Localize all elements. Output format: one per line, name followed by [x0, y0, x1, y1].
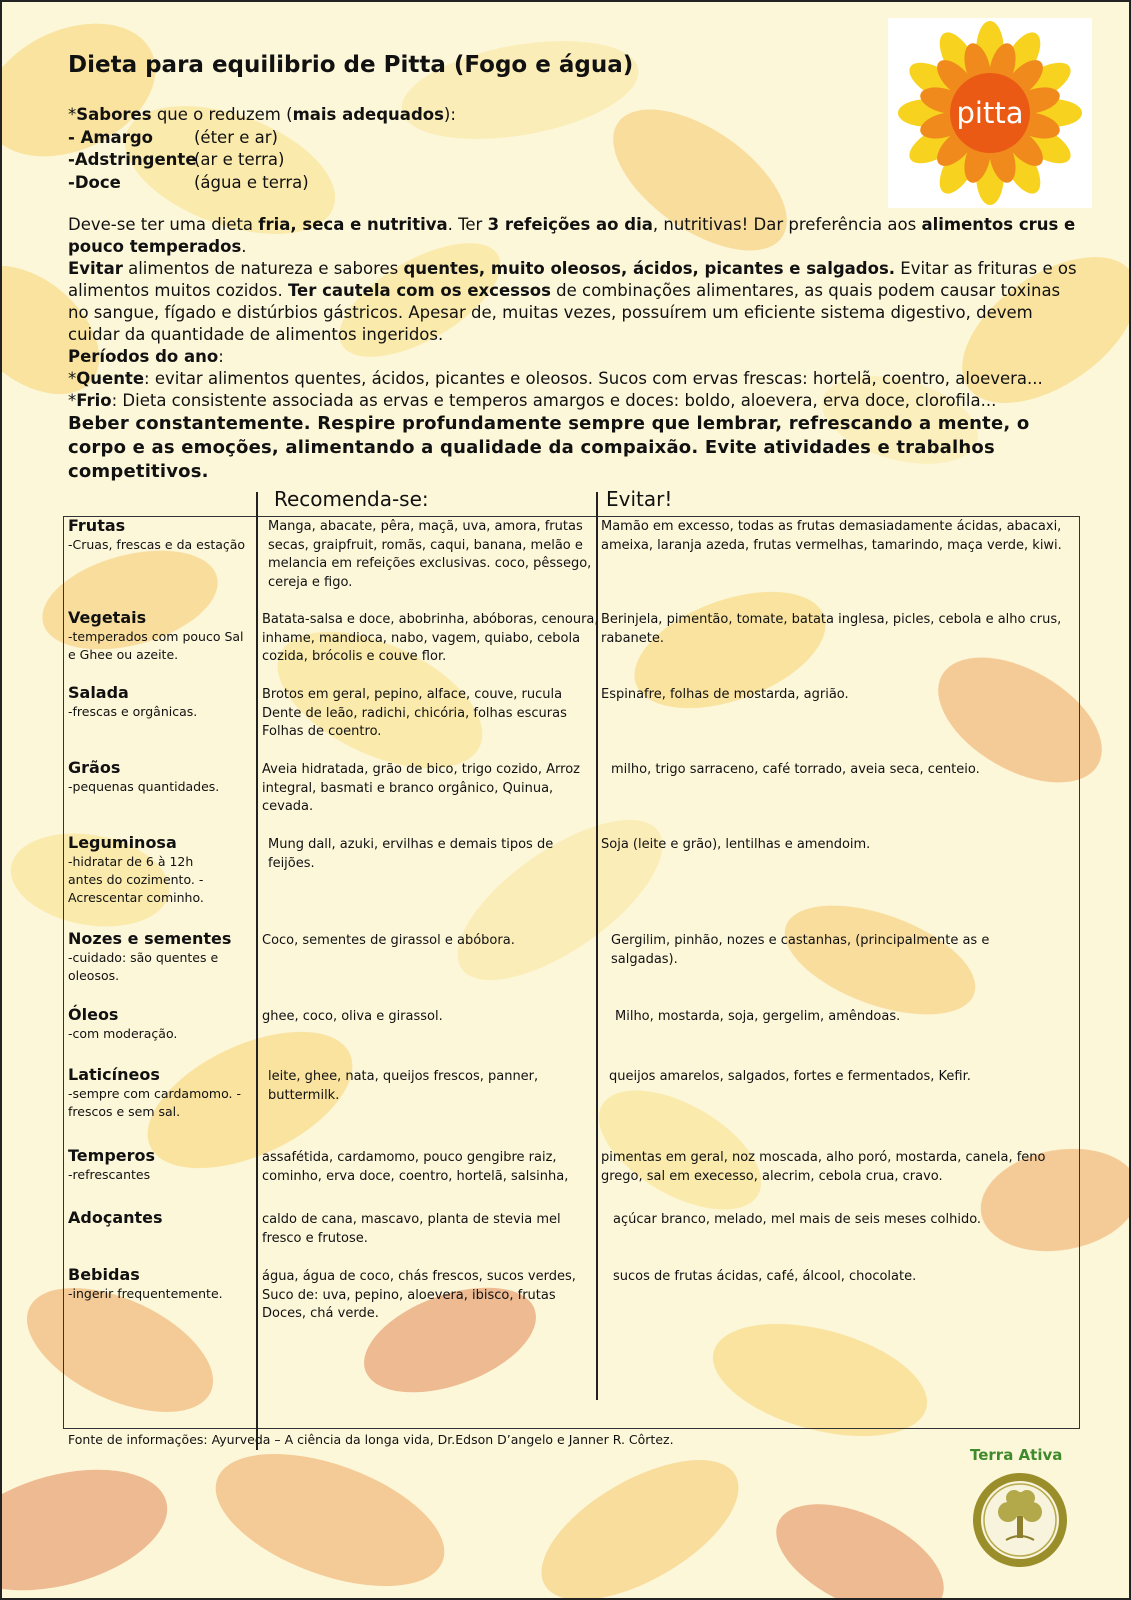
- recommend-cell: Mung dall, azuki, ervilhas e demais tipos de feijões.: [268, 837, 554, 871]
- text: : evitar alimentos quentes, ácidos, picantes e oleosos. Sucos com ervas frescas: hortelã, coentro, aloevera...: [144, 369, 1043, 388]
- recommend-cell: ghee, coco, oliva e girassol.: [262, 1009, 443, 1024]
- avoid-cell: Berinjela, pimentão, tomate, batata inglesa, picles, cebola e alho crus, rabanete.: [601, 612, 1062, 646]
- emphasis: Períodos do ano: [68, 347, 219, 366]
- flavor-item: [68, 149, 456, 172]
- table-row-category: [68, 683, 248, 721]
- avoid-cell: milho, trigo sarraceno, café torrado, aveia seca, centeio.: [611, 762, 980, 777]
- period-cold: [68, 390, 1078, 412]
- avoid-cell: açúcar branco, melado, mel mais de seis meses colhido.: [613, 1212, 982, 1227]
- pitta-logo-text: pitta: [956, 96, 1024, 130]
- category-name: Adoçantes: [68, 1208, 163, 1227]
- category-note: -refrescantes: [68, 1167, 151, 1182]
- category-note: -hidratar de 6 à 12h antes do cozimento. -Acrescentar cominho.: [68, 854, 204, 905]
- category-note: -cuidado: são quentes e oleosos.: [68, 950, 219, 983]
- category-note: -ingerir frequentemente.: [68, 1286, 223, 1301]
- text: :: [218, 347, 224, 366]
- source-footer: Fonte de informações: Ayurveda – A ciência da longa vida, Dr.Edson D’angelo e Janner R. Côrtez.: [68, 1432, 674, 1447]
- table-row-category: [68, 1265, 258, 1303]
- category-name: Grãos: [68, 758, 121, 777]
- closing-advice: Beber constantemente. Respire profundamente sempre que lembrar, refrescando a mente, o corpo e as emoções, alimentando a qualidade da compaixão. Evite atividades e trabalhos competitivos.: [68, 413, 1030, 482]
- paragraph-diet: [68, 214, 1078, 258]
- diet-guidelines: [68, 214, 1078, 484]
- recommend-cell: Coco, sementes de girassol e abóbora.: [262, 933, 515, 948]
- recommend-cell: Brotos em geral, pepino, alface, couve, rucula Dente de leão, radichi, chicória, folhas escuras Folhas de coentro.: [262, 687, 567, 739]
- text: .: [241, 237, 247, 256]
- table-row-category: [68, 1065, 258, 1121]
- flavors-section: [68, 104, 456, 194]
- table-row-category: [68, 833, 228, 907]
- emphasis: quentes, muito oleosos, ácidos, picantes e salgados.: [403, 259, 896, 278]
- avoid-cell: pimentas em geral, noz moscada, alho poró, mostarda, canela, feno grego, sal em execesso, alecrim, cebola crua, cravo.: [601, 1150, 1046, 1184]
- text: alimentos de natureza e sabores: [122, 259, 404, 278]
- table-row-category: [68, 1005, 248, 1043]
- emphasis: Ter cautela com os excessos: [287, 281, 551, 300]
- avoid-cell: Gergilim, pinhão, nozes e castanhas, (principalmente as e salgadas).: [611, 933, 990, 967]
- flavor-elements: (água e terra): [194, 172, 309, 192]
- avoid-column-header: Evitar!: [606, 487, 673, 511]
- avoid-cell: Mamão em excesso, todas as frutas demasiadamente ácidas, abacaxi, ameixa, laranja azeda, frutas vermelhas, tamarindo, maça verde, kiwi.: [601, 519, 1062, 553]
- category-note: -com moderação.: [68, 1026, 178, 1041]
- period-hot: [68, 368, 1078, 390]
- table-row-category: [68, 608, 248, 664]
- recommend-column-header: Recomenda-se:: [274, 487, 429, 511]
- recommend-cell: água, água de coco, chás frescos, sucos verdes, Suco de: uva, pepino, aloevera, ibisco, frutas Doces, chá verde.: [262, 1269, 576, 1321]
- category-name: Laticíneos: [68, 1065, 160, 1084]
- flavor-taste: - Amargo: [68, 127, 153, 147]
- category-name: Nozes e sementes: [68, 929, 232, 948]
- flavors-intro-end: ):: [443, 105, 456, 124]
- recommend-cell: caldo de cana, mascavo, planta de stevia mel fresco e frutose.: [262, 1212, 561, 1246]
- text: , nutritivas! Dar preferência aos: [652, 215, 922, 234]
- flavor-elements: (ar e terra): [194, 150, 285, 169]
- table-row-category: [68, 516, 258, 554]
- recommend-cell: assafétida, cardamomo, pouco gengibre raiz, cominho, erva doce, coentro, hortelã, salsinha,: [262, 1150, 569, 1184]
- category-name: Vegetais: [68, 608, 147, 627]
- flavors-intro-text: que o reduzem (: [151, 105, 293, 124]
- category-name: Leguminosa: [68, 833, 177, 852]
- flavors-intro-emphasis: mais adequados: [292, 105, 444, 124]
- flavor-taste: -Adstringente: [68, 150, 197, 169]
- column-divider: [256, 492, 258, 1450]
- flavor-item: [68, 172, 456, 195]
- paragraph-avoid: [68, 258, 1078, 346]
- emphasis: Quente: [76, 369, 145, 388]
- tree-logo: [970, 1470, 1070, 1570]
- category-note: -Cruas, frescas e da estação: [68, 537, 246, 552]
- asterisk: *: [68, 105, 77, 124]
- recommend-cell: leite, ghee, nata, queijos frescos, panner, buttermilk.: [268, 1069, 539, 1103]
- emphasis: fria, seca e nutritiva: [258, 215, 448, 234]
- table-row-category: [68, 758, 248, 796]
- pitta-sun-logo: [888, 18, 1092, 208]
- text: de combinações alimentares, as quais podem causar toxinas no sangue, fígado e distúrbios gástricos. Apesar de, muitas vezes, possuírem um eficiente sistema digestivo, devem cuidar da quantidade de alimentos ingeridos.: [68, 281, 1061, 344]
- brand-name: Terra Ativa: [970, 1446, 1063, 1464]
- flavor-item: [68, 127, 456, 150]
- category-note: -sempre com cardamomo. - frescos e sem sal.: [68, 1086, 241, 1119]
- emphasis: Evitar: [68, 259, 123, 278]
- avoid-cell: Soja (leite e grão), lentilhas e amendoim.: [601, 837, 871, 852]
- avoid-cell: sucos de frutas ácidas, café, álcool, chocolate.: [613, 1269, 917, 1284]
- text: Deve-se ter uma dieta: [68, 215, 259, 234]
- category-note: -temperados com pouco Sal e Ghee ou azeite.: [68, 629, 244, 662]
- table-row-category: [68, 1208, 248, 1228]
- recommend-cell: Batata-salsa e doce, abobrinha, abóboras, cenoura, inhame, mandioca, nabo, vagem, quiabo, cebola cozida, brócolis e couve flor.: [262, 612, 599, 664]
- emphasis: 3 refeições ao dia: [487, 215, 653, 234]
- asterisk: *: [68, 369, 77, 388]
- flavors-intro: [68, 104, 456, 127]
- avoid-cell: Milho, mostarda, soja, gergelim, amêndoas.: [615, 1009, 901, 1024]
- text: Evitar as frituras e os alimentos muitos cozidos.: [68, 259, 1077, 300]
- avoid-cell: queijos amarelos, salgados, fortes e fermentados, Kefir.: [609, 1069, 971, 1084]
- recommend-cell: Aveia hidratada, grão de bico, trigo cozido, Arroz integral, basmati e branco orgânico, Quinua, cevada.: [262, 762, 580, 814]
- flavor-taste: -Doce: [68, 172, 121, 192]
- table-row-category: [68, 929, 248, 985]
- emphasis: alimentos crus e pouco temperados: [68, 215, 1076, 256]
- category-name: Óleos: [68, 1005, 119, 1024]
- periods-heading: [68, 346, 1078, 368]
- emphasis: Frio: [76, 391, 112, 410]
- category-name: Frutas: [68, 516, 126, 535]
- flavors-label: Sabores: [76, 105, 152, 124]
- category-name: Salada: [68, 683, 129, 702]
- recommend-cell: Manga, abacate, pêra, maçã, uva, amora, frutas secas, graipfruit, romãs, caqui, banana, melão e melancia em refeições exclusivas. coco, pêssego, cereja e figo.: [268, 519, 592, 590]
- category-note: -frescas e orgânicas.: [68, 704, 198, 719]
- category-name: Temperos: [68, 1146, 156, 1165]
- page-title: Dieta para equilibrio de Pitta (Fogo e água): [68, 52, 634, 78]
- text: : Dieta consistente associada as ervas e temperos amargos e doces: boldo, aloevera, erva doce, clorofila...: [111, 391, 997, 410]
- category-note: -pequenas quantidades.: [68, 779, 220, 794]
- table-row-category: [68, 1146, 248, 1184]
- category-name: Bebidas: [68, 1265, 140, 1284]
- text: . Ter: [447, 215, 488, 234]
- asterisk: *: [68, 391, 77, 410]
- avoid-cell: Espinafre, folhas de mostarda, agrião.: [601, 687, 849, 702]
- flavor-elements: (éter e ar): [194, 127, 278, 147]
